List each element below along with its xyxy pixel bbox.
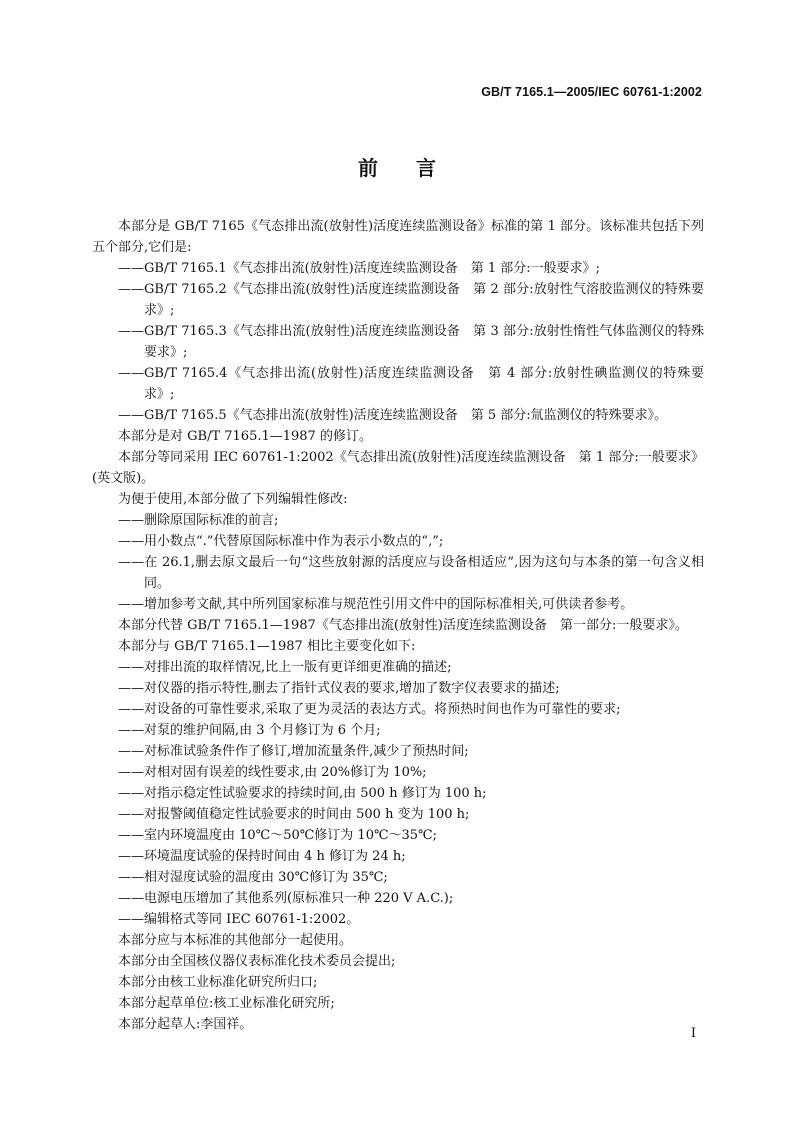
list-item: ——室内环境温度由 10℃～50℃修订为 10℃～35℃; bbox=[118, 828, 437, 843]
page-title: 前言 bbox=[358, 156, 474, 180]
list-item: ——环境温度试验的保持时间由 4 h 修订为 24 h; bbox=[118, 849, 406, 864]
list-item: ——在 26.1,删去原文最后一句“这些放射源的活度应与设备相适应”,因为这句与本条的第一句含义相同。 bbox=[118, 555, 704, 591]
list-item: ——GB/T 7165.5《气态排出流(放射性)活度连续监测设备 第 5 部分:氚监测仪的特殊要求》。 bbox=[118, 408, 668, 423]
paragraph: 本部分起草人:李国祥。 bbox=[118, 1017, 253, 1032]
list-item: ——对指示稳定性试验要求的持续时间,由 500 h 修订为 100 h; bbox=[118, 786, 487, 801]
list-item: ——相对湿度试验的温度由 30℃修订为 35℃; bbox=[118, 870, 388, 885]
paragraph: 本部分等同采用 IEC 60761-1:2002《气态排出流(放射性)活度连续监测设备 第 1 部分:一般要求》(英文版)。 bbox=[92, 450, 704, 486]
list-item: ——编辑格式等同 IEC 60761-1:2002。 bbox=[118, 912, 360, 927]
foreword-body bbox=[92, 216, 704, 1035]
list-item: ——对泵的维护间隔,由 3 个月修订为 6 个月; bbox=[118, 723, 381, 738]
paragraph: 本部分代替 GB/T 7165.1—1987《气态排出流(放射性)活度连续监测设备 第一部分:一般要求》。 bbox=[118, 618, 688, 633]
list-item: ——删除原国际标准的前言; bbox=[118, 513, 279, 528]
list-item: ——GB/T 7165.2《气态排出流(放射性)活度连续监测设备 第 2 部分:放射性气溶胶监测仪的特殊要求》; bbox=[118, 282, 704, 318]
paragraph: 本部分应与本标准的其他部分一起使用。 bbox=[118, 933, 353, 948]
list-item: ——对标准试验条件作了修订,增加流量条件,减少了预热时间; bbox=[118, 744, 469, 759]
list-item: ——对仪器的指示特性,删去了指针式仪表的要求,增加了数字仪表要求的描述; bbox=[118, 681, 560, 696]
list-item: ——GB/T 7165.1《气态排出流(放射性)活度连续监测设备 第 1 部分:一般要求》; bbox=[118, 261, 601, 276]
list-item: ——对相对固有误差的线性要求,由 20%修订为 10%; bbox=[118, 765, 427, 780]
list-item: ——GB/T 7165.4《气态排出流(放射性)活度连续监测设备 第 4 部分:放射性碘监测仪的特殊要求》; bbox=[118, 366, 704, 402]
paragraph: 本部分与 GB/T 7165.1—1987 相比主要变化如下: bbox=[118, 639, 416, 654]
list-item: ——对设备的可靠性要求,采取了更为灵活的表达方式。将预热时间也作为可靠性的要求; bbox=[118, 702, 621, 717]
list-item: ——对排出流的取样情况,比上一版有更详细更准确的描述; bbox=[118, 660, 452, 675]
list-item: ——GB/T 7165.3《气态排出流(放射性)活度连续监测设备 第 3 部分:放射性惰性气体监测仪的特殊要求》; bbox=[118, 324, 704, 360]
paragraph: 本部分由核工业标准化研究所归口; bbox=[118, 975, 318, 990]
list-item: ——用小数点“.”代替原国际标准中作为表示小数点的“,”; bbox=[118, 534, 444, 549]
paragraph: 为便于使用,本部分做了下列编辑性修改: bbox=[118, 492, 348, 507]
list-item: ——对报警阈值稳定性试验要求的时间由 500 h 变为 100 h; bbox=[118, 807, 470, 822]
paragraph: 本部分由全国核仪器仪表标准化技术委员会提出; bbox=[118, 954, 396, 969]
paragraph: 本部分起草单位:核工业标准化研究所; bbox=[118, 996, 335, 1011]
paragraph: 本部分是对 GB/T 7165.1—1987 的修订。 bbox=[118, 429, 372, 444]
paragraph: 本部分是 GB/T 7165《气态排出流(放射性)活度连续监测设备》标准的第 1 部分。该标准共包括下列五个部分,它们是: bbox=[92, 219, 704, 255]
list-item: ——增加参考文献,其中所列国家标准与规范性引用文件中的国际标准相关,可供读者参考。 bbox=[118, 597, 634, 612]
list-item: ——电源电压增加了其他系列(原标准只一种 220 V A.C.); bbox=[118, 891, 454, 906]
page-number: I bbox=[690, 1026, 696, 1041]
document-code-header: GB/T 7165.1—2005/IEC 60761-1:2002 bbox=[481, 85, 702, 99]
